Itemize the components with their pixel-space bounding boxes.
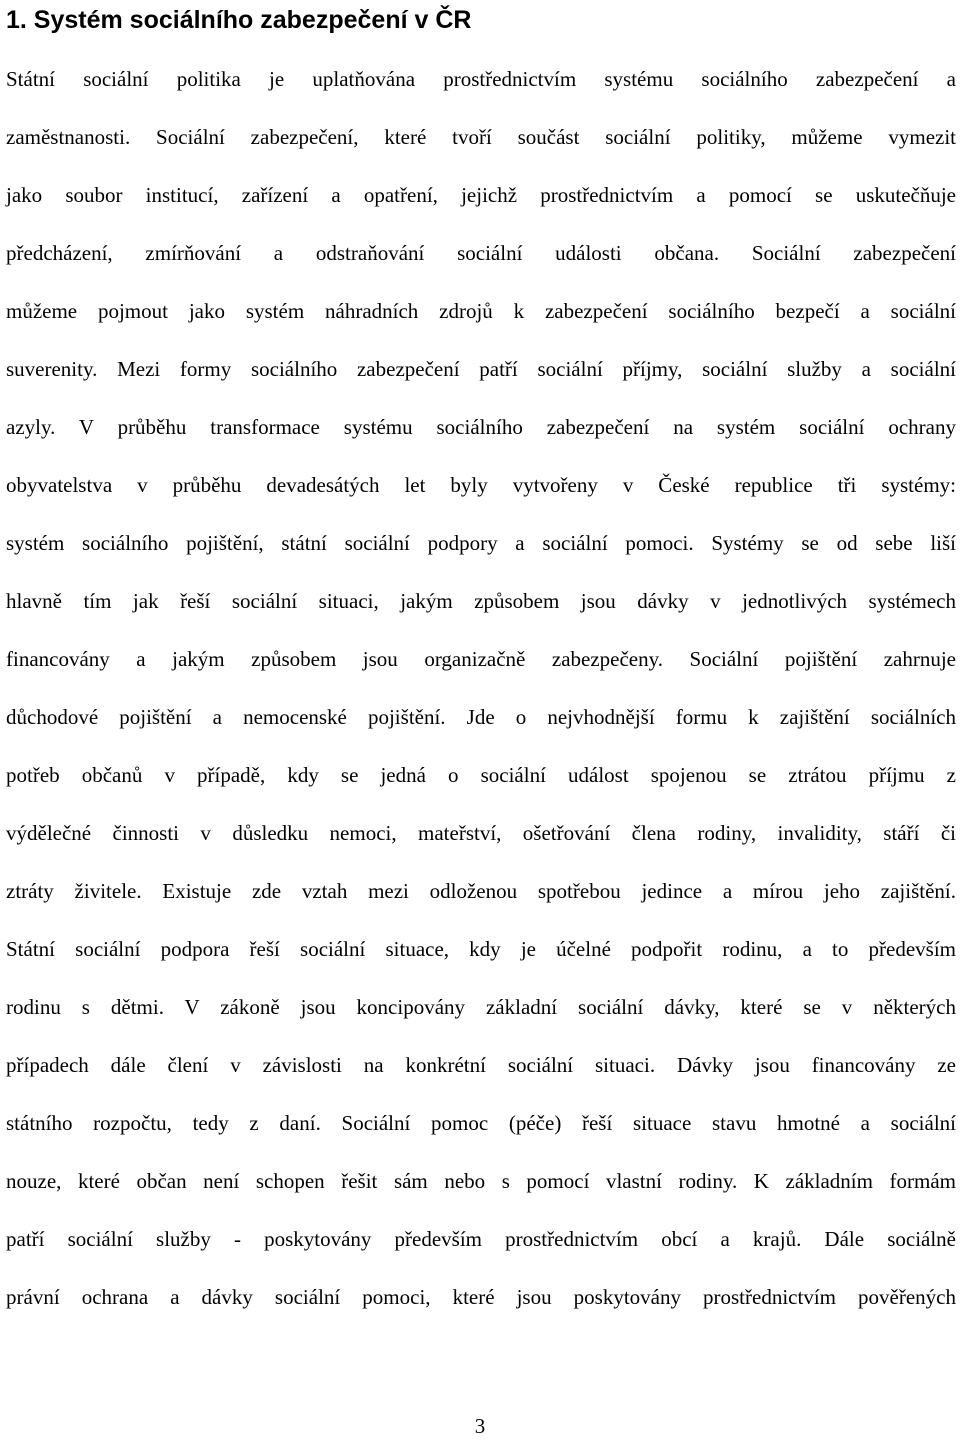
text-line: můžeme pojmout jako systém náhradních zdrojů k zabezpečení sociálního bezpečí a sociální [6,299,956,323]
text-line: systém sociálního pojištění, státní sociální podpory a sociální pomoci. Systémy se od sebe liší [6,531,956,555]
text-line: azyly. V průběhu transformace systému sociálního zabezpečení na systém sociální ochrany [6,415,956,439]
body-paragraph [6,62,956,1338]
text-line: obyvatelstva v průběhu devadesátých let byly vytvořeny v České republice tři systémy: [6,473,956,497]
text-line: rodinu s dětmi. V zákoně jsou koncipovány základní sociální dávky, které se v některých [6,995,956,1019]
text-line: jako soubor institucí, zařízení a opatření, jejichž prostřednictvím a pomocí se uskutečňuje [6,183,956,207]
text-line: výdělečné činnosti v důsledku nemoci, mateřství, ošetřování člena rodiny, invalidity, stáří či [6,821,956,845]
section-heading: 1. Systém sociálního zabezpečení v ČR [6,6,472,34]
text-line: Státní sociální politika je uplatňována prostřednictvím systému sociálního zabezpečení a [6,67,956,91]
text-line: státního rozpočtu, tedy z daní. Sociální pomoc (péče) řeší situace stavu hmotné a sociální [6,1111,956,1135]
text-line: patří sociální služby - poskytovány především prostřednictvím obcí a krajů. Dále sociálně [6,1227,956,1251]
text-line: ztráty živitele. Existuje zde vztah mezi odloženou spotřebou jedince a mírou jeho zajištění. [6,879,956,903]
text-line: Státní sociální podpora řeší sociální situace, kdy je účelné podpořit rodinu, a to především [6,937,956,961]
text-line: hlavně tím jak řeší sociální situaci, jakým způsobem jsou dávky v jednotlivých systémech [6,589,956,613]
page-number: 3 [474,1414,486,1438]
text-line: suverenity. Mezi formy sociálního zabezpečení patří sociální příjmy, sociální služby a sociální [6,357,956,381]
text-line: zaměstnanosti. Sociální zabezpečení, které tvoří součást sociální politiky, můžeme vymezit [6,125,956,149]
text-line: případech dále člení v závislosti na konkrétní sociální situaci. Dávky jsou financovány ze [6,1053,956,1077]
text-line: důchodové pojištění a nemocenské pojištění. Jde o nejvhodnější formu k zajištění sociálních [6,705,956,729]
text-line: financovány a jakým způsobem jsou organizačně zabezpečeny. Sociální pojištění zahrnuje [6,647,956,671]
text-line: právní ochrana a dávky sociální pomoci, které jsou poskytovány prostřednictvím pověřených [6,1285,956,1309]
text-line: nouze, které občan není schopen řešit sám nebo s pomocí vlastní rodiny. K základním formám [6,1169,956,1193]
text-line: předcházení, zmírňování a odstraňování sociální události občana. Sociální zabezpečení [6,241,956,265]
text-line: potřeb občanů v případě, kdy se jedná o sociální událost spojenou se ztrátou příjmu z [6,763,956,787]
